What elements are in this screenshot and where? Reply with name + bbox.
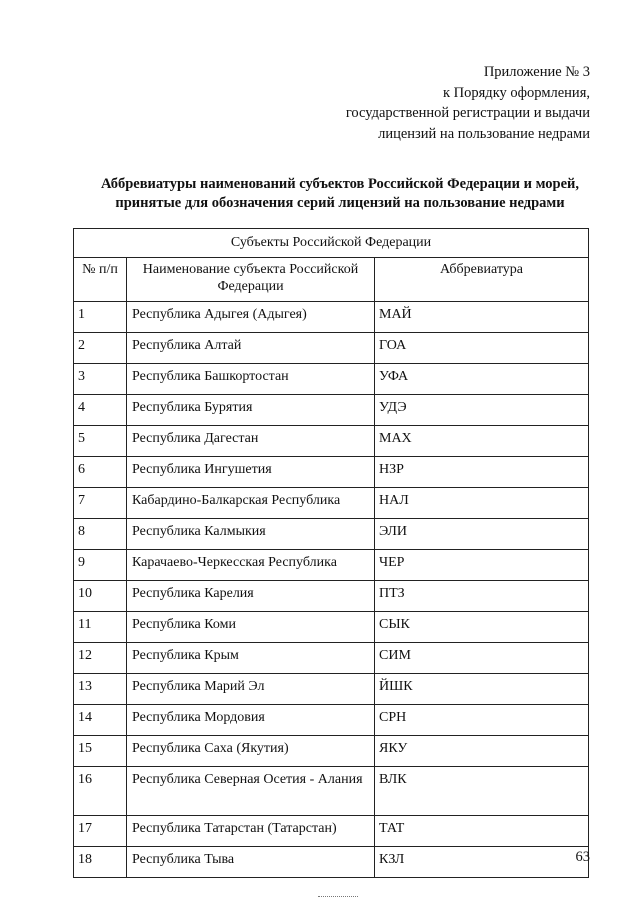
abbreviation: СРН: [375, 705, 589, 736]
table-row: [74, 364, 589, 395]
table-body: [74, 302, 589, 878]
table-row: [74, 457, 589, 488]
appendix-line: Приложение № 3: [483, 64, 590, 80]
subject-name: Кабардино-Балкарская Республика: [127, 488, 375, 519]
title-line: Аббревиатуры наименований субъектов Российской Федерации и морей,: [100, 176, 579, 192]
subject-name: Республика Адыгея (Адыгея): [127, 302, 375, 333]
row-number: 14: [74, 705, 127, 736]
abbreviation: МАЙ: [375, 302, 589, 333]
subject-name: Республика Мордовия: [127, 705, 375, 736]
table-row: [74, 643, 589, 674]
abbreviation: ЧЕР: [375, 550, 589, 581]
appendix-line: к Порядку оформления,: [443, 84, 590, 101]
table-row: [74, 519, 589, 550]
subject-name: Республика Дагестан: [127, 426, 375, 457]
row-number: 2: [74, 333, 127, 364]
row-number: 12: [74, 643, 127, 674]
table-row: [74, 333, 589, 364]
row-number: 5: [74, 426, 127, 457]
document-title: [60, 175, 620, 213]
table-row: [74, 302, 589, 333]
row-number: 17: [74, 816, 127, 847]
table-row: [74, 395, 589, 426]
appendix-line: государственной регистрации и выдачи: [345, 105, 590, 121]
row-number: 3: [74, 364, 127, 395]
row-number: 8: [74, 519, 127, 550]
table-row: [74, 612, 589, 643]
page-number: 63: [575, 849, 590, 865]
row-number: 6: [74, 457, 127, 488]
subject-name: Республика Карелия: [127, 581, 375, 612]
abbreviation: МАХ: [375, 426, 589, 457]
subject-name: Республика Калмыкия: [127, 519, 375, 550]
appendix-reference: [346, 62, 590, 144]
row-number: 13: [74, 674, 127, 705]
abbreviation: ЭЛИ: [375, 519, 589, 550]
subject-name: Республика Северная Осетия - Алания: [127, 767, 375, 816]
subjects-table: [73, 228, 589, 878]
row-number: 7: [74, 488, 127, 519]
subject-name: Республика Бурятия: [127, 395, 375, 426]
column-header-subject: Наименование субъекта Российской Федерации: [127, 258, 375, 302]
abbreviation: УДЭ: [375, 395, 589, 426]
appendix-line: лицензий на пользование недрами: [378, 125, 590, 142]
row-number: 1: [74, 302, 127, 333]
row-number: 11: [74, 612, 127, 643]
column-header-row: [74, 258, 589, 302]
table-row: [74, 767, 589, 816]
row-number: 16: [74, 767, 127, 816]
subject-name: Республика Коми: [127, 612, 375, 643]
subject-name: Республика Ингушетия: [127, 457, 375, 488]
subject-name: Республика Саха (Якутия): [127, 736, 375, 767]
abbreviation: НЗР: [375, 457, 589, 488]
table-row: [74, 816, 589, 847]
abbreviation: ПТЗ: [375, 581, 589, 612]
row-number: 9: [74, 550, 127, 581]
subject-name: Республика Татарстан (Татарстан): [127, 816, 375, 847]
subject-name: Республика Алтай: [127, 333, 375, 364]
row-number: 18: [74, 847, 127, 878]
abbreviation: СИМ: [375, 643, 589, 674]
abbreviation: ЙШК: [375, 674, 589, 705]
table-row: [74, 674, 589, 705]
table-row: [74, 736, 589, 767]
abbreviation: УФА: [375, 364, 589, 395]
row-number: 10: [74, 581, 127, 612]
table-row: [74, 847, 589, 878]
table-row: [74, 426, 589, 457]
scan-edge-mark: [318, 896, 358, 897]
table-row: [74, 581, 589, 612]
abbreviation: ВЛК: [375, 767, 589, 816]
subject-name: Республика Башкортостан: [127, 364, 375, 395]
subject-name: Республика Марий Эл: [127, 674, 375, 705]
subject-name: Республика Крым: [127, 643, 375, 674]
group-header: Субъекты Российской Федерации: [74, 229, 589, 258]
table-row: [74, 488, 589, 519]
subject-name: Карачаево-Черкесская Республика: [127, 550, 375, 581]
abbreviation: ЯКУ: [375, 736, 589, 767]
column-header-abbreviation: Аббревиатура: [375, 258, 589, 302]
group-header-row: [74, 229, 589, 258]
abbreviation: КЗЛ: [375, 847, 589, 878]
abbreviation: ТАТ: [375, 816, 589, 847]
abbreviation: НАЛ: [375, 488, 589, 519]
title-line: принятые для обозначения серий лицензий на пользование недрами: [115, 195, 565, 211]
row-number: 15: [74, 736, 127, 767]
row-number: 4: [74, 395, 127, 426]
table-row: [74, 550, 589, 581]
column-header-number: № п/п: [74, 258, 127, 302]
table-row: [74, 705, 589, 736]
subject-name: Республика Тыва: [127, 847, 375, 878]
abbreviation: СЫК: [375, 612, 589, 643]
abbreviation: ГОА: [375, 333, 589, 364]
